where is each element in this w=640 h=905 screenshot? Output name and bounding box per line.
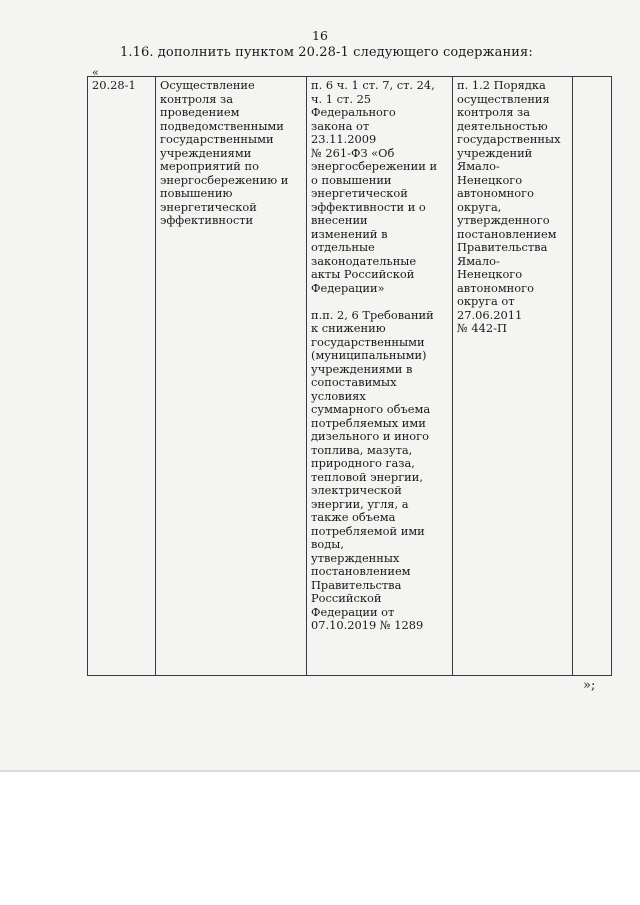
legal-basis-cell: п. 6 ч. 1 ст. 7, ст. 24, ч. 1 ст. 25 Федерального закона от 23.11.2009 № 261-ФЗ «Об энергосбережении и о повышении энергетической эффективности и о внесении изменений в отдельные законодательные акты Российской Федерации» п.п. 2, 6 Требований к снижению государственными (муниципальными) учреждениями в сопоставимых условиях суммарного объема потребляемых ими дизельного и иного топлива, мазута, природного газа, тепловой энергии, электрической энергии, угля, а также объема потребляемой ими воды, утвержденных постановлением Правительства Российской Федерации от 07.10.2019 № 1289	[307, 77, 453, 676]
page-edge	[0, 770, 640, 772]
regional-order-cell: п. 1.2 Порядка осуществления контроля за деятельностью государственных учреждений Ямало- Ненецкого автономного округа, утвержденного постановлением Правительства Ямало- Ненецкого автономного округа от 27.06.2011 № 442-П	[453, 77, 573, 676]
item-code-cell: 20.28-1	[88, 77, 156, 676]
closing-quote: »;	[583, 678, 596, 693]
function-name-cell: Осуществление контроля за проведением подведомственными государственными учреждениями мероприятий по энергосбережению и повышению энергетической эффективности	[156, 77, 307, 676]
amendment-table	[87, 76, 612, 676]
empty-cell	[573, 77, 612, 676]
amendment-intro: 1.16. дополнить пунктом 20.28-1 следующего содержания:	[120, 45, 533, 60]
opening-quote: «	[92, 66, 99, 79]
table-row	[88, 77, 612, 676]
page-number: 16	[312, 28, 328, 43]
